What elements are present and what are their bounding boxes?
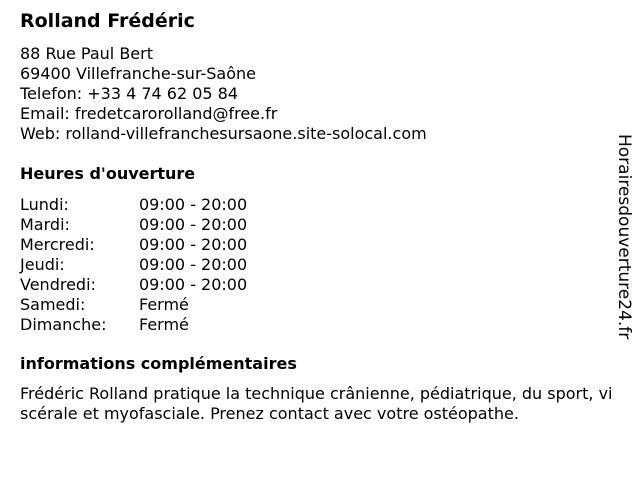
time-value: 09:00 - 20:00 xyxy=(139,215,248,234)
hours-row xyxy=(20,215,320,235)
time-value: 09:00 - 20:00 xyxy=(139,275,248,294)
day-label: Mardi: xyxy=(20,215,70,234)
hours-row xyxy=(20,195,320,215)
phone-number: Telefon: +33 4 74 62 05 84 xyxy=(20,84,239,103)
email-address: Email: fredetcarorolland@free.fr xyxy=(20,104,278,123)
time-value: 09:00 - 20:00 xyxy=(139,235,248,254)
hours-heading: Heures d'ouverture xyxy=(20,164,196,183)
time-value: 09:00 - 20:00 xyxy=(139,255,248,274)
hours-table xyxy=(20,195,320,335)
hours-row xyxy=(20,275,320,295)
day-label: Samedi: xyxy=(20,295,86,314)
day-label: Vendredi: xyxy=(20,275,96,294)
hours-row xyxy=(20,295,320,315)
time-value: 09:00 - 20:00 xyxy=(139,195,248,214)
day-label: Mercredi: xyxy=(20,235,95,254)
city-address: 69400 Villefranche-sur-Saône xyxy=(20,64,257,83)
day-label: Dimanche: xyxy=(20,315,107,334)
day-label: Jeudi: xyxy=(20,255,65,274)
watermark-text: Horairesdouverture24.fr xyxy=(614,134,634,340)
hours-row xyxy=(20,255,320,275)
street-address: 88 Rue Paul Bert xyxy=(20,44,153,63)
time-value: Fermé xyxy=(139,315,189,334)
info-description: Frédéric Rolland pratique la technique crânienne, pédiatrique, du sport, viscérale et myofasciale. Prenez contact avec votre ostéopathe. xyxy=(20,384,613,423)
hours-row xyxy=(20,315,320,335)
business-name: Rolland Frédéric xyxy=(20,10,195,32)
contact-block xyxy=(20,44,427,144)
day-label: Lundi: xyxy=(20,195,69,214)
website-address: Web: rolland-villefranchesursaone.site-solocal.com xyxy=(20,124,427,143)
info-heading: informations complémentaires xyxy=(20,354,297,373)
hours-row xyxy=(20,235,320,255)
time-value: Fermé xyxy=(139,295,189,314)
